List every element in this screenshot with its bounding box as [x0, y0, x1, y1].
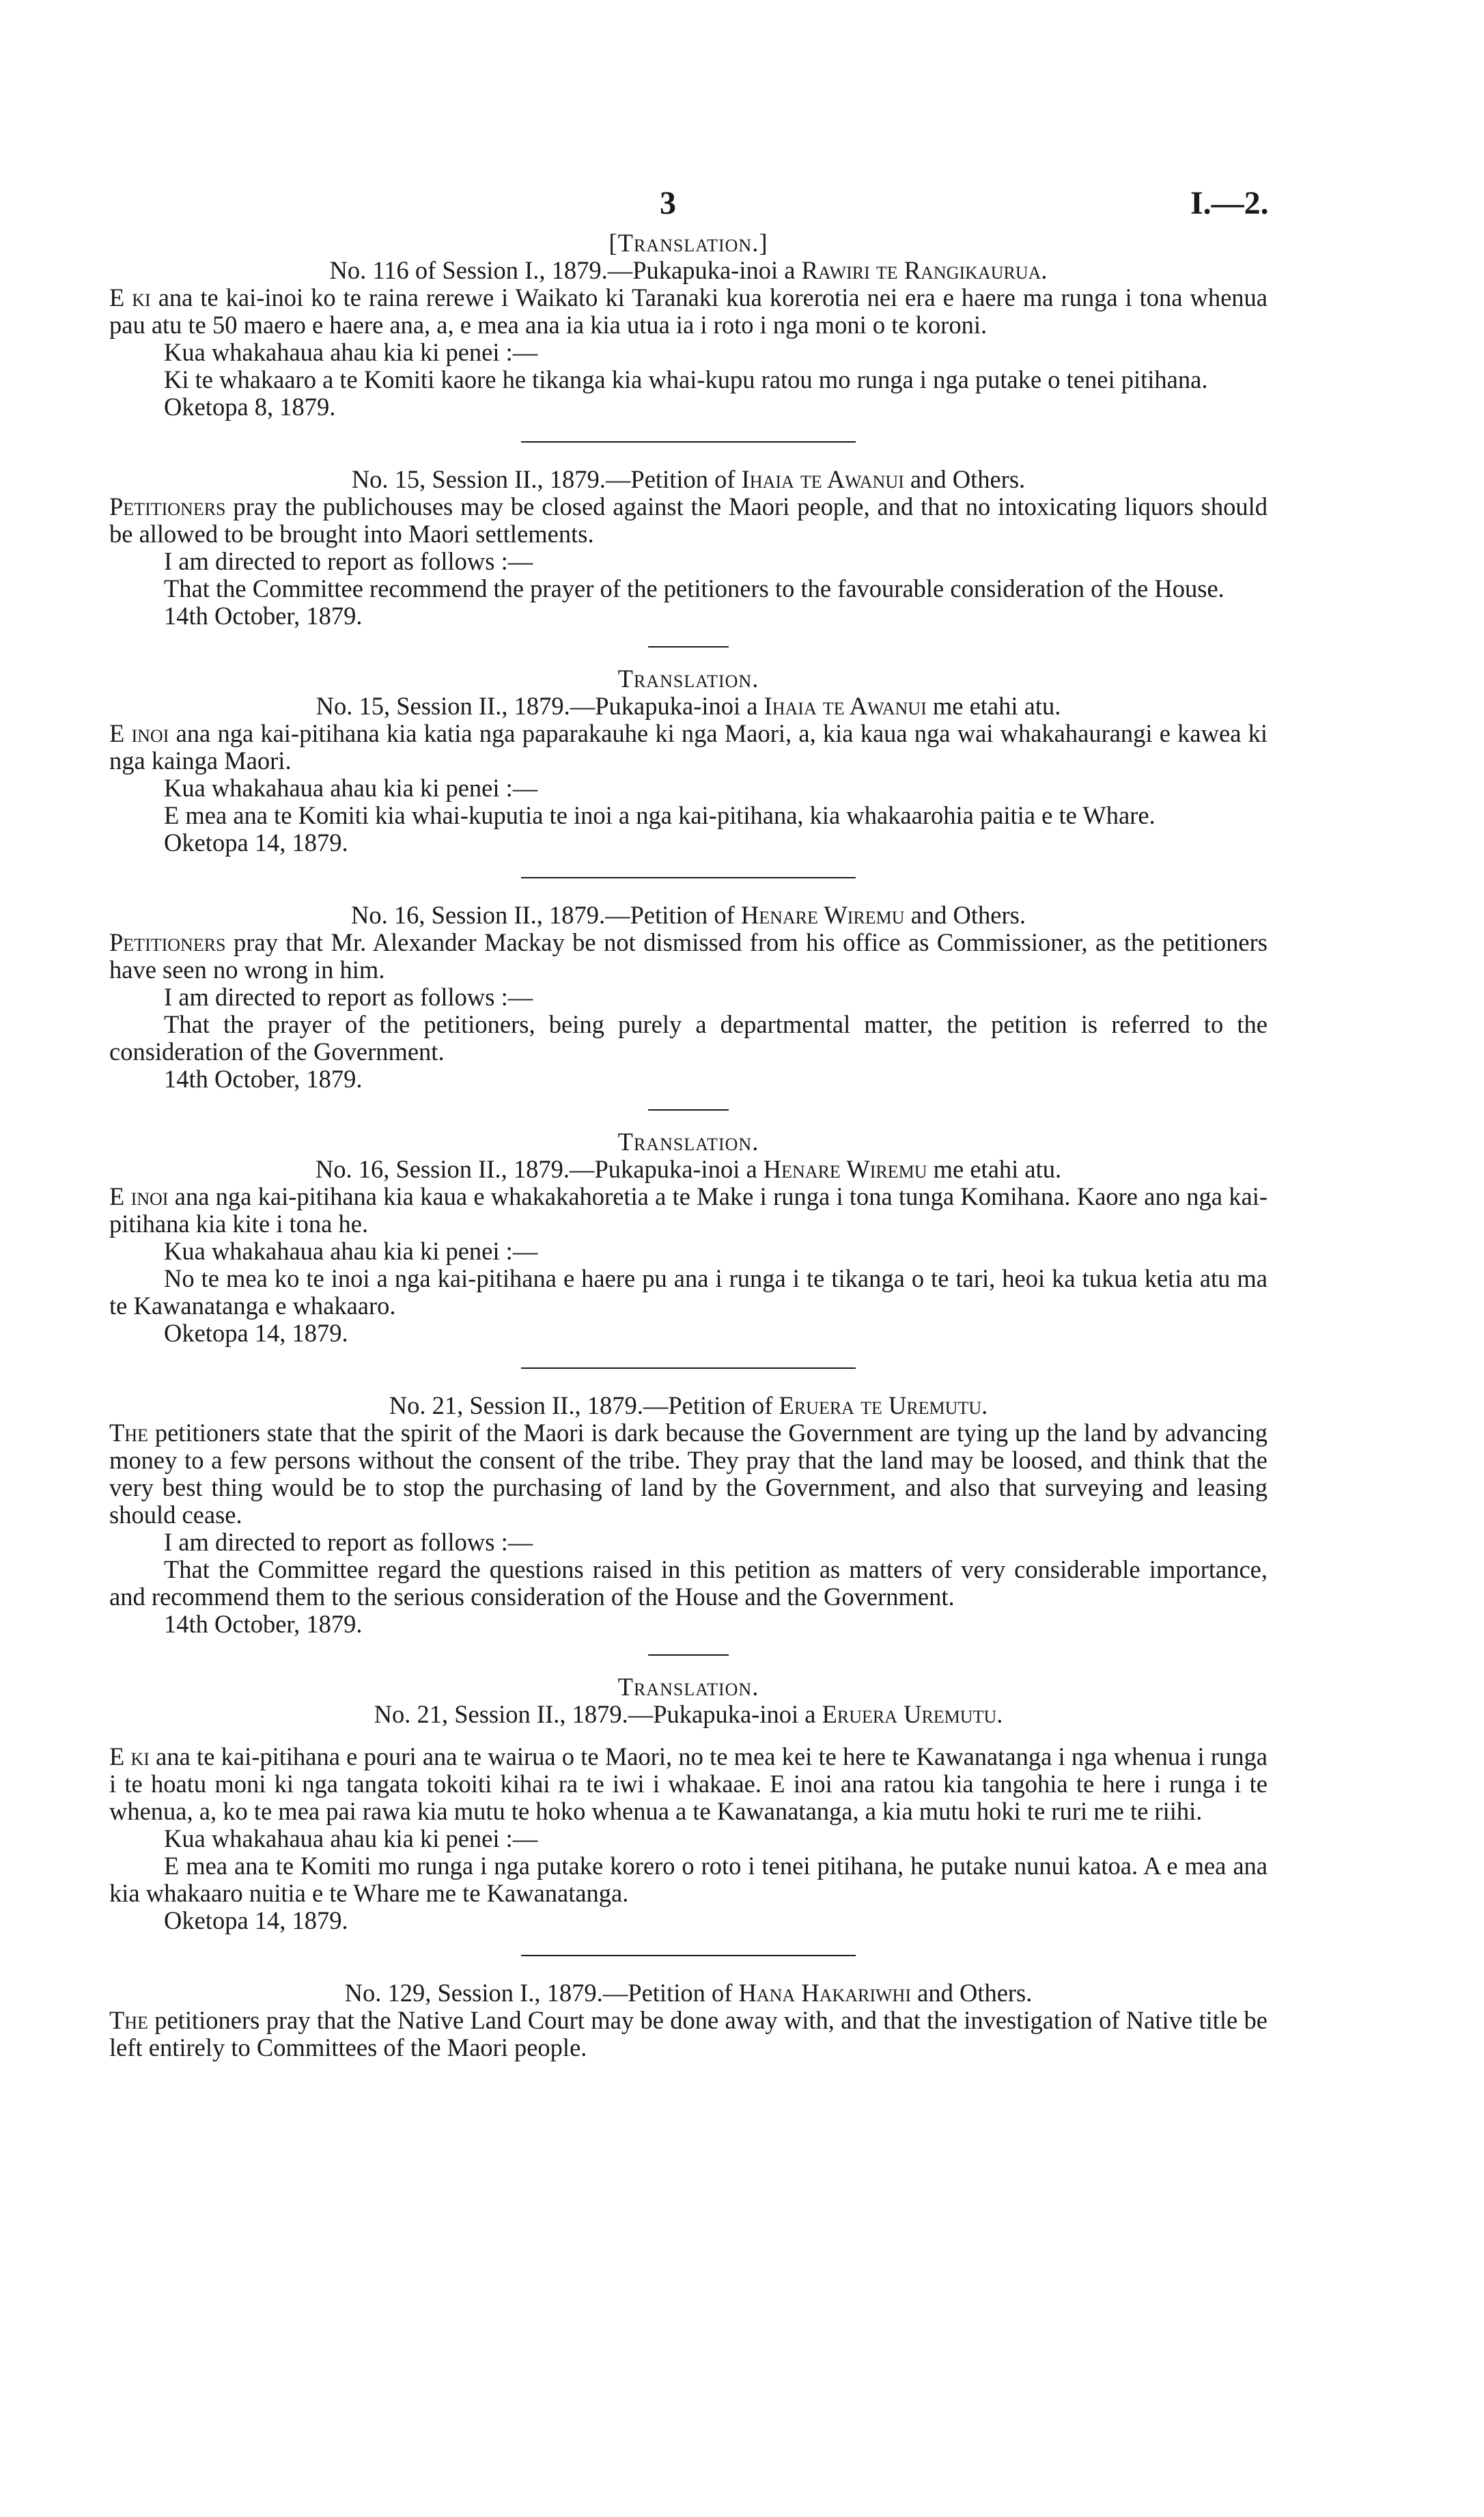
section-divider	[521, 877, 856, 878]
petition-section	[109, 902, 1268, 1093]
report-date: 14th October, 1879.	[164, 602, 363, 630]
petitioner-name: Rawiri te Rangikaurua.	[801, 256, 1048, 284]
lead-word: E ki	[109, 283, 151, 311]
committee-finding	[109, 575, 1268, 602]
heading-suffix: me etahi atu.	[926, 692, 1061, 720]
heading-suffix: me etahi atu.	[927, 1155, 1062, 1183]
translation-divider	[648, 1654, 729, 1656]
lead-word: E ki	[109, 1742, 150, 1770]
translation-label: [Translation.]	[608, 229, 768, 257]
heading-text: No. 116 of Session I., 1879.—Pukapuka-inoi a	[329, 256, 802, 284]
lead-word: Petitioners	[109, 928, 226, 956]
petition-summary	[109, 720, 1268, 775]
petition-heading	[109, 1979, 1268, 2007]
petition-heading	[109, 693, 1268, 720]
lead-word: E inoi	[109, 1182, 169, 1210]
summary-text: ana nga kai-pitihana kia katia nga paparakauhe ki nga Maori, a, kia kaua nga wai whakahaurangi e kawea ki nga kainga Maori.	[109, 719, 1268, 775]
report-date: Oketopa 14, 1879.	[164, 1319, 348, 1347]
heading-text: No. 21, Session II., 1879.—Petition of	[389, 1391, 779, 1419]
report-date: 14th October, 1879.	[164, 1610, 363, 1638]
translation-divider	[648, 646, 729, 648]
petition-heading	[109, 257, 1268, 284]
petition-section	[109, 1392, 1268, 1638]
summary-text: ana te kai-pitihana e pouri ana te wairua o te Maori, no te mea kei te here te Kawanatanga i nga whenua i runga i te hoatu moni ki nga tangata tokoiti kihai ra te iwi i whakaae. E inoi ana ratou kia tangohia te here i runga i te whenua, a, ko te mea pai rawa kia mutu te hoko whenua a te Kawanatanga, a kia mutu hoki te ruri me te riihi.	[109, 1742, 1268, 1825]
section-divider	[521, 1367, 856, 1369]
report-date: Oketopa 14, 1879.	[164, 829, 348, 857]
petition-summary	[109, 929, 1268, 984]
petition-summary	[109, 2007, 1268, 2061]
section-divider	[521, 1955, 856, 1956]
committee-finding	[109, 1556, 1268, 1611]
committee-finding	[109, 366, 1268, 393]
directed-line: I am directed to report as follows :—	[164, 1528, 533, 1556]
petition-section	[109, 1673, 1268, 1934]
section-divider	[521, 441, 856, 443]
petition-summary	[109, 493, 1268, 548]
petitioner-name: Ihaia te Awanui	[764, 692, 927, 720]
petition-heading	[109, 466, 1268, 493]
petition-heading	[109, 1701, 1268, 1728]
summary-text: ana nga kai-pitihana kia kaua e whakakahoretia a te Make i runga i tona tunga Komihana. Kaore ano nga kai-pitihana kia kite i tona he.	[109, 1182, 1268, 1238]
paper-reference: I.—2.	[1190, 185, 1269, 221]
directed-line: Kua whakahaua ahau kia ki penei :—	[164, 1824, 538, 1852]
petition-section	[109, 230, 1268, 421]
petitioner-name: Hana Hakariwhi	[738, 1979, 911, 2007]
finding-text: That the Committee regard the questions raised in this petition as matters of very considerable importance, and recommend them to the serious consideration of the House and the Government.	[109, 1555, 1268, 1611]
summary-text: petitioners state that the spirit of the Maori is dark because the Government are tying up the land by advancing money to a few persons without the consent of the tribe. They pray that the land may be loosed, and think that the very best thing would be to stop the purchasing of land by the Government, and also that surveying and leasing should cease.	[109, 1419, 1268, 1529]
page-header	[0, 184, 1484, 232]
heading-text: No. 15, Session II., 1879.—Petition of	[351, 465, 742, 493]
directed-line: Kua whakahaua ahau kia ki penei :—	[164, 1237, 538, 1265]
petition-summary	[109, 1743, 1268, 1825]
petitioner-name: Ihaia te Awanui	[741, 465, 904, 493]
petition-summary	[109, 1183, 1268, 1238]
petitioner-name: Eruera te Uremutu.	[779, 1391, 988, 1419]
summary-text: pray that Mr. Alexander Mackay be not dismissed from his office as Commissioner, as the petitioners have seen no wrong in him.	[109, 928, 1268, 984]
petition-section	[109, 466, 1268, 630]
summary-text: petitioners pray that the Native Land Court may be done away with, and that the investigation of Native title be left entirely to Committees of the Maori people.	[109, 2006, 1268, 2061]
petition-summary	[109, 1419, 1268, 1529]
petitioner-name: Henare Wiremu	[740, 901, 905, 929]
heading-text: No. 129, Session I., 1879.—Petition of	[344, 1979, 739, 2007]
lead-word: The	[109, 2006, 148, 2034]
report-date: Oketopa 14, 1879.	[164, 1906, 348, 1934]
summary-text: ana te kai-inoi ko te raina rerewe i Waikato ki Taranaki kua korerotia nei era e haere ma runga i tona whenua pau atu te 50 maero e haere ana, a, e mea ana ia kia utua ia i roto i nga moni o te koroni.	[109, 283, 1268, 339]
directed-line: I am directed to report as follows :—	[164, 547, 533, 575]
petition-heading	[109, 902, 1268, 929]
heading-suffix: and Others.	[904, 465, 1026, 493]
directed-line: Kua whakahaua ahau kia ki penei :—	[164, 774, 538, 802]
page-number: 3	[660, 185, 676, 221]
committee-finding	[109, 1011, 1268, 1066]
directed-line: I am directed to report as follows :—	[164, 983, 533, 1011]
petition-section	[109, 1979, 1268, 2061]
report-date: Oketopa 8, 1879.	[164, 393, 336, 421]
translation-label: Translation.	[617, 665, 759, 693]
petition-heading	[109, 1156, 1268, 1183]
heading-text: No. 16, Session II., 1879.—Pukapuka-inoi a	[315, 1155, 764, 1183]
finding-text: That the prayer of the petitioners, being purely a departmental matter, the petition is referred to the consideration of the Government.	[109, 1010, 1268, 1066]
heading-suffix: and Others.	[911, 1979, 1033, 2007]
heading-text: No. 15, Session II., 1879.—Pukapuka-inoi a	[316, 692, 764, 720]
petition-section	[109, 1128, 1268, 1347]
heading-text: No. 21, Session II., 1879.—Pukapuka-inoi a	[374, 1700, 822, 1728]
lead-word: E inoi	[109, 719, 169, 747]
translation-divider	[648, 1109, 729, 1111]
petition-section	[109, 665, 1268, 857]
petition-heading	[109, 1392, 1268, 1419]
lead-word: Petitioners	[109, 492, 226, 520]
heading-suffix: and Others.	[904, 901, 1026, 929]
report-date: 14th October, 1879.	[164, 1065, 363, 1093]
finding-text: No te mea ko te inoi a nga kai-pitihana e haere pu ana i runga i te tikanga o te tari, heoi ka tukua ketia atu ma te Kawanatanga e whakaaro.	[109, 1264, 1268, 1320]
lead-word: The	[109, 1419, 148, 1447]
committee-finding	[109, 1852, 1268, 1907]
summary-text: pray the publichouses may be closed against the Maori people, and that no intoxicating liquors should be allowed to be brought into Maori settlements.	[109, 492, 1268, 548]
committee-finding	[109, 1265, 1268, 1320]
directed-line: Kua whakahaua ahau kia ki penei :—	[164, 338, 538, 366]
translation-label: Translation.	[617, 1673, 759, 1701]
committee-finding: E mea ana te Komiti kia whai-kuputia te inoi a nga kai-pitihana, kia whakaarohia paitia e te Whare.	[164, 801, 1156, 829]
finding-text: Ki te whakaaro a te Komiti kaore he tikanga kia whai-kupu ratou mo runga i nga putake o tenei pitihana.	[164, 365, 1208, 393]
heading-text: No. 16, Session II., 1879.—Petition of	[351, 901, 741, 929]
translation-label: Translation.	[617, 1128, 759, 1156]
petitioner-name: Eruera Uremutu.	[822, 1700, 1003, 1728]
finding-text: E mea ana te Komiti mo runga i nga putake korero o roto i tenei pitihana, he putake nunui katoa. A e mea ana kia whakaaro nuitia e te Whare me te Kawanatanga.	[109, 1852, 1268, 1907]
petitioner-name: Henare Wiremu	[763, 1155, 927, 1183]
finding-text: That the Committee recommend the prayer of the petitioners to the favourable consideration of the House.	[164, 574, 1224, 602]
document-body	[109, 230, 1268, 2061]
petition-summary	[109, 284, 1268, 339]
